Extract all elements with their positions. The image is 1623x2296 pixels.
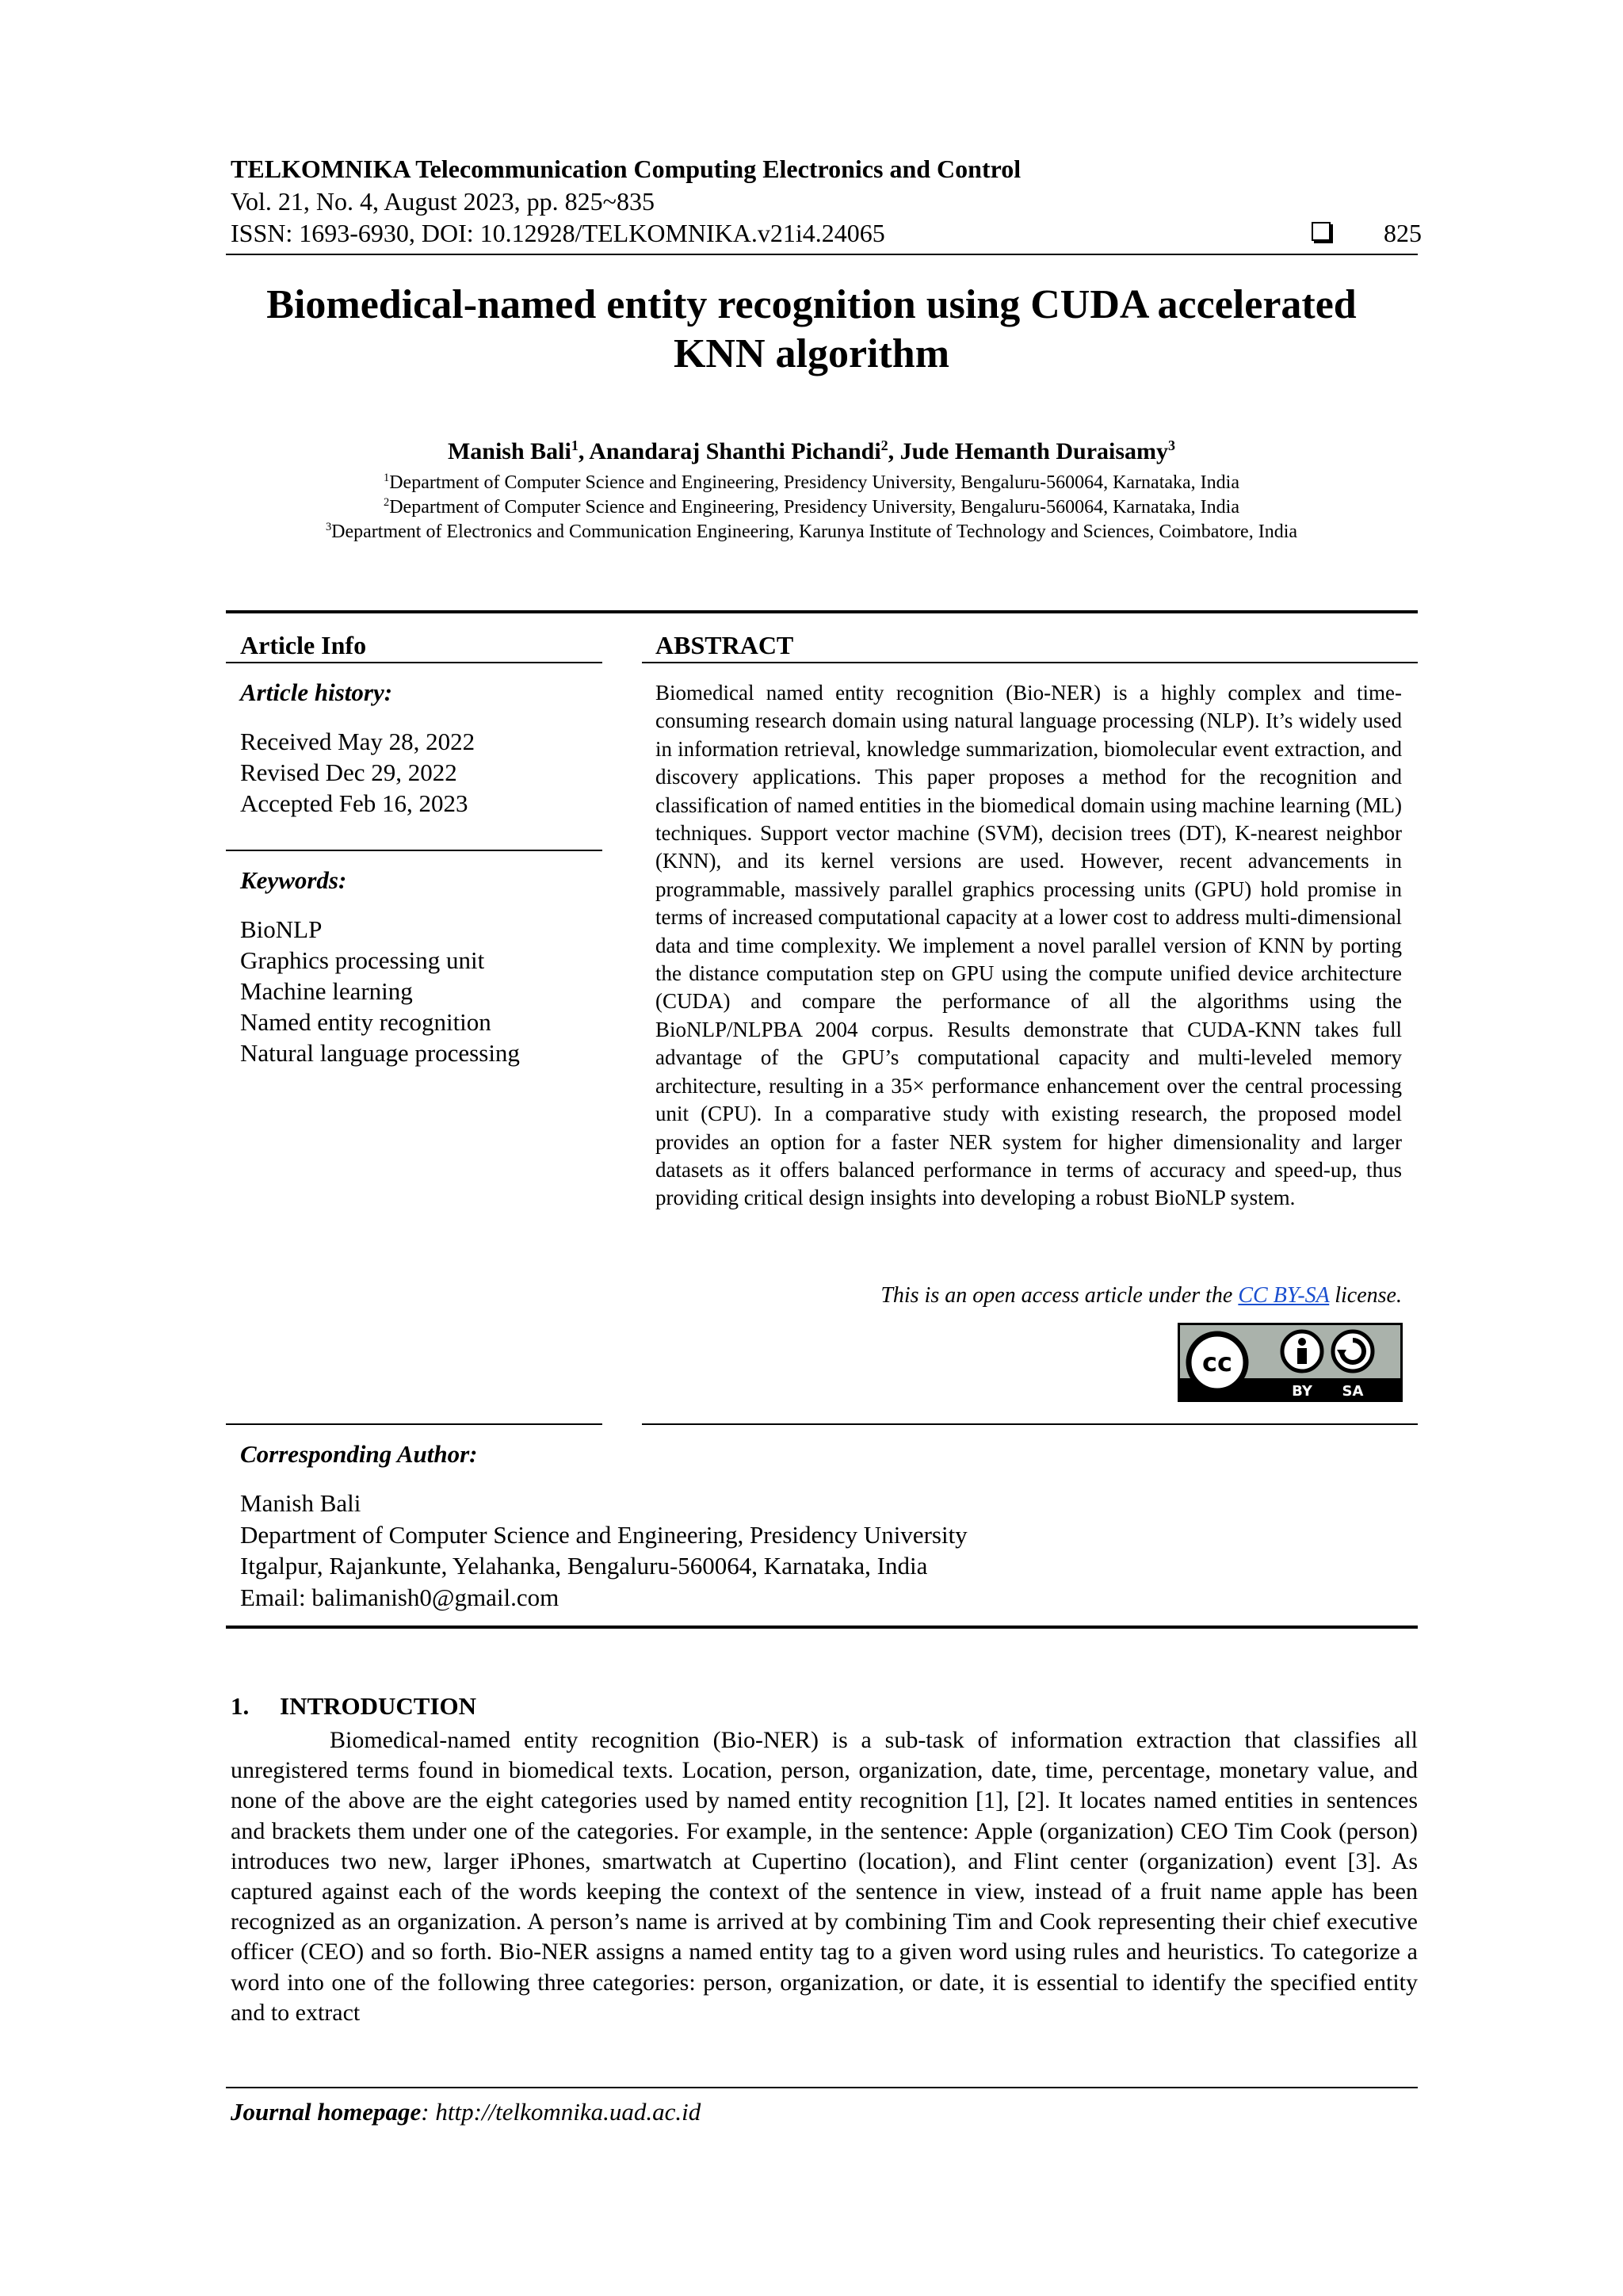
author-name: Jude Hemanth Duraisamy [899, 438, 1169, 464]
footer-label: Journal homepage [231, 2098, 422, 2126]
keyword: Machine learning [240, 977, 413, 1005]
intro-paragraph: Biomedical-named entity recognition (Bio-NER) is a sub-task of information extraction that classifies all unregistered terms found in biomedical texts. Location, person, organization, date, time, percentage, monetary value, and none of the above are the eight categories used by named entity recognition [1], [2]. It locates named entities in sentences and brackets them under one of the categories. For example, in the sentence: Apple (organization) CEO Tim Cook (person) introduces two new, larger iPhones, smartwatch at Cupertino (location), and Flint center (organization) event [3]. As captured against each of the words keeping the context of the sentence in view, instead of a fruit name apple has been recognized as an organization. A person’s name is arrived at by combining Tim and Cook representing their chief executive officer (CEO) and so forth. Bio-NER assigns a named entity tag to a given word using rules and heuristics. To categorize a word into one of the following three categories: person, organization, or date, it is essential to identify the specified entity and to extract [231, 1727, 1418, 2026]
keyword: Natural language processing [240, 1039, 520, 1067]
sa-badge-label: SA [1342, 1383, 1364, 1400]
article-history-heading: Article history: [240, 678, 393, 706]
cc-by-sa-badge-icon[interactable] [1178, 1323, 1403, 1402]
header-rule [226, 254, 1418, 255]
intro-heading: 1. INTRODUCTION [231, 1692, 477, 1720]
abstract-rule [642, 662, 1418, 663]
license-suffix: license. [1329, 1283, 1402, 1308]
keyword: BioNLP [240, 915, 323, 943]
affiliation-text: Department of Electronics and Communication Engineering, Karunya Institute of Technology and Sciences, Coimbatore, India [331, 521, 1298, 542]
history-rule [226, 850, 602, 851]
intro-body [231, 1725, 1418, 2028]
article-info-rule [226, 662, 602, 663]
affiliation [198, 472, 1425, 494]
corresponding-dept: Department of Computer Science and Engineering, Presidency University [240, 1520, 968, 1549]
revised-date: Revised Dec 29, 2022 [240, 758, 457, 786]
keywords-list [240, 914, 520, 1068]
page-number: 825 [1384, 219, 1422, 247]
article-info-bottom-rule [226, 1423, 602, 1425]
keyword: Graphics processing unit [240, 946, 485, 974]
title-line-1: Biomedical-named entity recognition using CUDA accelerated [266, 282, 1357, 327]
journal-name: TELKOMNIKA Telecommunication Computing Electronics and Control [231, 155, 1022, 183]
article-info-heading: Article Info [240, 631, 367, 659]
cc-badge-label: cc [1202, 1347, 1232, 1377]
license-prefix: This is an open access article under the [880, 1283, 1239, 1308]
affiliation-text: Department of Computer Science and Engineering, Presidency University, Bengaluru-560064, Karnataka, India [389, 472, 1239, 493]
keyword: Named entity recognition [240, 1008, 491, 1036]
author-sup: 2 [880, 437, 888, 453]
author-list: Manish Bali$^1$, Anandaraj Shanthi Pichandi$^2$, Jude Hemanth Duraisamy$^3$ [447, 437, 1176, 464]
by-badge-label: BY [1292, 1383, 1312, 1400]
corresponding-name: Manish Bali [240, 1489, 361, 1517]
author-sup: 3 [1168, 437, 1176, 453]
license-statement [880, 1283, 1402, 1308]
footer-url[interactable]: : http://telkomnika.uad.ac.id [421, 2098, 701, 2126]
abstract-heading: ABSTRACT [655, 631, 794, 659]
issn-doi: ISSN: 1693-6930, DOI: 10.12928/TELKOMNIKA.v21i4.24065 [231, 219, 885, 247]
author-name: Manish Bali [447, 438, 571, 464]
article-dates [240, 726, 475, 819]
corresponding-email: Email: balimanish0@gmail.com [240, 1583, 559, 1611]
affiliation [198, 497, 1425, 518]
affiliation-sup: 1 [384, 472, 390, 484]
paper-title [198, 281, 1425, 379]
title-line-2: KNN algorithm [673, 331, 950, 376]
author-name: Anandaraj Shanthi Pichandi [589, 438, 881, 464]
info-box-bottom-rule [226, 1626, 1418, 1629]
footer-rule [226, 2087, 1418, 2088]
affiliation-text: Department of Computer Science and Engineering, Presidency University, Bengaluru-560064, Karnataka, India [389, 497, 1239, 518]
info-box-top-rule [226, 610, 1418, 613]
corresponding-address: Itgalpur, Rajankunte, Yelahanka, Bengaluru-560064, Karnataka, India [240, 1552, 928, 1580]
affiliation-sup: 3 [325, 521, 332, 533]
license-link[interactable]: CC BY-SA [1238, 1283, 1330, 1308]
corresponding-details [240, 1488, 968, 1613]
author-sup: 1 [571, 437, 579, 453]
checkbox-square-icon [1312, 222, 1331, 241]
affiliation [198, 521, 1425, 543]
journal-homepage [231, 2098, 701, 2126]
accepted-date: Accepted Feb 16, 2023 [240, 789, 468, 817]
keywords-heading: Keywords: [240, 866, 347, 894]
abstract-text: Biomedical named entity recognition (Bio-NER) is a highly complex and time-consuming research domain using natural language processing (NLP). It’s widely used in information retrieval, knowledge summarization, biomolecular event extraction, and discovery applications. This paper proposes a method for the recognition and classification of named entities in the biomedical domain using machine learning (ML) techniques. Support vector machine (SVM), decision trees (DT), K-nearest neighbor (KNN), and its kernel versions are used. However, recent advancements in programmable, massively parallel graphics processing units (GPU) hold promise in terms of increased computational capacity at a lower cost to address multi-dimensional data and time complexity. We implement a novel parallel version of KNN by porting the distance computation step on GPU using the compute unified device architecture (CUDA) and compare the performance of all the algorithms using the BioNLP/NLPBA 2004 corpus. Results demonstrate that CUDA-KNN takes full advantage of the GPU’s computational capacity and multi-leveled memory architecture, resulting in a 35× performance enhancement over the central processing unit (CPU). In a comparative study with existing research, the proposed model provides an option for a faster NER system for higher dimensionality and larger datasets as it offers balanced performance in terms of accuracy and speed-up, thus providing critical design insights into developing a robust BioNLP system. [655, 681, 1402, 1210]
abstract-bottom-rule [642, 1423, 1418, 1425]
corresponding-heading: Corresponding Author: [240, 1440, 478, 1468]
affiliation-sup: 2 [384, 496, 390, 509]
received-date: Received May 28, 2022 [240, 728, 475, 755]
volume-info: Vol. 21, No. 4, August 2023, pp. 825~835 [231, 187, 655, 216]
